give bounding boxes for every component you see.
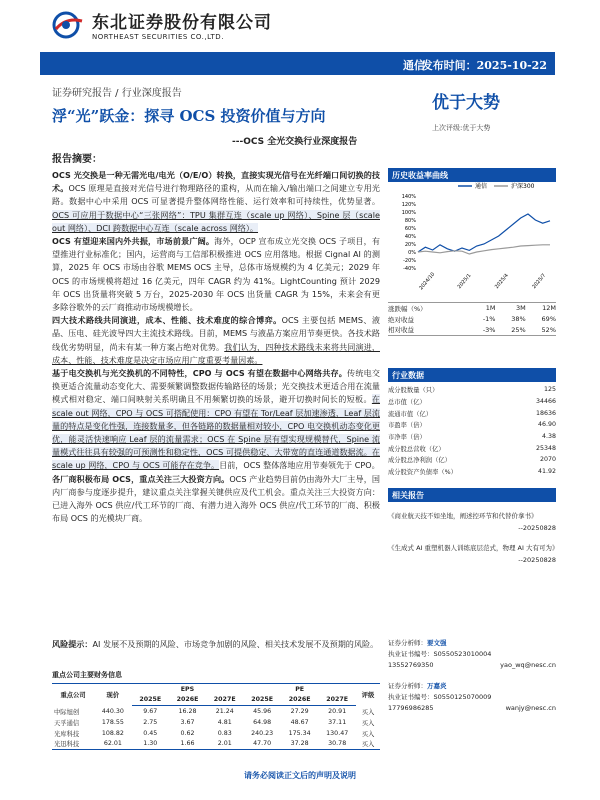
cell: 1M [469, 303, 496, 314]
year-header: 2027E [318, 695, 356, 706]
p4-bold: 基于电交换机与光交换机的不同特性，CPO 与 OCS 有望在数据中心网络共存。 [52, 368, 348, 379]
cell: 41.92 [537, 468, 556, 476]
analyst-email[interactable]: yao_wq@nesc.cn [500, 661, 556, 669]
previous-rating: 上次评级:优于大势 [432, 124, 491, 132]
table-row [52, 728, 380, 739]
cell: 130.47 [326, 729, 349, 737]
analyst-block [388, 638, 556, 671]
analyst-cert: 执业证书编号：S0550523010004 [388, 650, 492, 658]
table-row [52, 706, 380, 717]
cell-company: 光迅科技 [52, 739, 94, 750]
year-header: 2026E [169, 695, 206, 706]
report-subtitle: ---OCS 全光交换行业深度报告 [232, 137, 358, 147]
x-tick-label: 2025/7 [531, 272, 548, 291]
p2-bold: OCS 有望迎来国内外共振，市场前景广阔。 [52, 236, 215, 247]
cell-company: 中际旭创 [54, 708, 80, 716]
p5-text: OCS 产业趋势目前仍由海外大厂主导，国内厂商参与度逐步提升，建议重点关注掌握关键供应及代工机会。重点关注三大投资方向：已进入海外 OCS 供应/代工环节的厂商、有潜力进入海外 OCS 供应/代工环节的厂商、积极布局 OCS 的光模块厂商。 [52, 473, 380, 524]
cell-label: 成分股总净利润（亿） [388, 457, 451, 465]
year-header: 2027E [206, 695, 243, 706]
year-header: 2026E [281, 695, 319, 706]
cell-price: 108.82 [101, 729, 124, 737]
p1-bold: OCS 光交换是一种无需光电/电光（O/E/O）转换，直接实现光信号在光纤端口间切换的技术。 [52, 170, 380, 194]
analyst-phone: 13552769350 [388, 661, 434, 669]
table-row [388, 454, 556, 466]
cell: 25348 [535, 444, 556, 452]
analyst-phone: 17796986285 [388, 704, 434, 712]
cell: 3M [495, 303, 525, 314]
company-name-cn: 东北证券股份有限公司 [92, 13, 272, 33]
year-header: 2025E [132, 695, 169, 706]
cell: 46.90 [537, 421, 556, 429]
cell: 69% [541, 315, 556, 323]
x-tick-label: 2025/4 [493, 272, 510, 291]
col-rating: 评级 [356, 684, 380, 706]
p2-text: 海外，OCP 宣布成立光交换 OCS 子项目，有望推进行业标准化；国内，运营商与工信部积极推进 OCS 应用落地。根据 Cignal AI 的测算，2025 年 OCS 市场由谷歌 MEMS OCS 主导，总体市场规模约为 4 亿美元；2029 年 OCS 的市场规模将超过 16 亿美元，四年 CAGR 约为 41%。LightCounting 预计 2029 年 OCS 出货量将突破 5 万台，2025-2030 年 OCS 出货量 CAGR 为 15%，未来会有更多除谷歌外的云厂商推动市场规模增长。 [52, 236, 380, 313]
related-report-date: --20250828 [518, 524, 556, 532]
y-tick-label: 40% [404, 234, 416, 240]
summary-paragraph-2 [52, 235, 380, 314]
industry-data-heading: 行业数据 [388, 368, 556, 382]
summary-heading: 报告摘要： [52, 154, 102, 165]
analyst-label: 证券分析师： [388, 639, 427, 647]
rating-label: 优于大势 [432, 93, 500, 113]
x-tick-label: 2024/10 [418, 271, 437, 292]
cell: 4.81 [217, 718, 232, 726]
col-pe: PE [243, 684, 356, 695]
cell-label: 相对收益 [388, 325, 469, 336]
related-report-link[interactable]: 《生成式 AI 重塑机器人训练底层范式，物理 AI 大有可为》 [388, 544, 559, 552]
p1-text: OCS 原理是直接对光信号进行物理路径的重构，从而在输入/输出端口之间建立专用光路。数据中心中采用 OCS 可显著提升整体网络性能、运行效率和可持续性，优势显著。 [52, 183, 380, 207]
cell-label: 市盈率（倍） [388, 422, 426, 430]
y-tick-label: 20% [404, 242, 416, 248]
report-type: 证券研究报告 / 行业深度报告 [52, 88, 182, 99]
p1-underlined: OCS 可应用于数据中心“三张网络”：TPU 集群互连（scale up 网络）、Spine 层（scale out 网络）、DCI 跨数据中心互连（scale across 网络）。 [52, 209, 380, 233]
related-report-link[interactable]: 《商业航天技不如坐地，阐述控环节和代替价拿书》 [388, 512, 538, 520]
y-tick-label: 60% [404, 226, 416, 232]
y-tick-label: 120% [401, 202, 416, 208]
p3-text: OCS 主要包括 MEMS、液晶、压电、硅光波导四大主流技术路线。目前，MEMS 与液晶方案应用节奏更快。各技术路线优劣势明显，尚未有某一种方案占绝对优势。 [52, 315, 380, 352]
cell-price: 62.01 [94, 739, 132, 750]
publish-date: 发布时间：2025-10-22 [421, 59, 547, 72]
legend-label-a: 通信 [475, 183, 488, 190]
analyst-name: 万嘉炎 [427, 682, 447, 690]
cell: 52% [526, 325, 556, 336]
cell: 38% [511, 315, 526, 323]
return-table [388, 302, 556, 336]
cell: 25% [495, 325, 525, 336]
cell-company: 天孚通信 [54, 719, 80, 727]
table-row [388, 419, 556, 431]
cell: 0.83 [217, 729, 232, 737]
cell: 64.98 [253, 718, 272, 726]
cell: 47.70 [243, 739, 281, 750]
cell: 48.67 [290, 718, 309, 726]
cell: 16.28 [178, 707, 197, 715]
analyst-section [388, 638, 556, 714]
cell: 30.78 [318, 739, 356, 750]
cell-rating: 买入 [361, 730, 375, 738]
cell: 37.28 [281, 739, 319, 750]
cell-label: 成分股数量（只） [388, 387, 439, 395]
industry-data-table [388, 384, 556, 478]
table-row [388, 325, 556, 336]
cell: 34466 [535, 398, 556, 406]
cell-label: 绝对收益 [388, 315, 414, 324]
p4-underlined: 在 scale out 网络，CPO 与 OCS 可搭配使用：CPO 有望在 Tor/Leaf 层加速渗透，Leaf 层流量的特点是变化性强，连接数量多，但各链路的数据量相对较小，CPO 电交换机动态变化更优，能灵活快速响应 Leaf 层的流量需求；OCS 在 Spine 层有望实现规模替代，Spine 流量模式往往具有较强的可预测性和稳定性，OCS 可提供稳定、大带宽的直连通道数据流。在 scale up 网络，CPO 与 OCS 可能存在竞争。 [52, 394, 380, 471]
cell-label: 成分股总营收（亿） [388, 445, 445, 453]
p3-bold: 四大技术路线共同演进，成本、性能、技术难度的综合博弈。 [52, 315, 282, 326]
report-title: 浮“光”跃金：探寻 OCS 投资价值与方向 [52, 107, 326, 125]
col-price: 现价 [94, 684, 132, 706]
p4-tail: 目前，OCS 整体落地应用节奏领先于 CPO。 [219, 460, 380, 471]
fin-table-title: 重点公司主要财务信息 [52, 671, 122, 679]
year-header: 2025E [243, 695, 281, 706]
company-logo [52, 8, 272, 41]
logo-mark-icon [52, 11, 86, 39]
analyst-cert: 执业证书编号：S0550125070009 [388, 693, 492, 701]
risk-text: AI 发展不及预期的风险、市场竞争加剧的风险、相关技术发展不及预期的风险。 [92, 639, 379, 649]
table-row [388, 384, 556, 396]
return-chart-svg [388, 178, 556, 296]
table-row [388, 407, 556, 419]
related-reports-section [388, 488, 556, 502]
header-banner [40, 52, 555, 75]
financial-table [52, 683, 380, 750]
footer-disclaimer: 请务必阅读正文后的声明及说明 [244, 771, 356, 780]
cell-price: 178.55 [101, 718, 124, 726]
cell: 18636 [535, 409, 556, 417]
table-row [388, 303, 556, 314]
cell: 20.91 [328, 707, 347, 715]
cell: 4.38 [541, 433, 556, 441]
related-reports-list [388, 508, 559, 574]
cell-rating: 买入 [361, 719, 375, 727]
table-row [52, 717, 380, 728]
series-line [418, 214, 550, 252]
y-tick-label: 140% [401, 194, 416, 200]
p5-bold: 各厂商积极布局 OCS，重点关注三大投资方向。 [52, 473, 230, 484]
summary-paragraph-5 [52, 473, 380, 526]
y-tick-label: -40% [403, 266, 416, 272]
cell: 0.62 [180, 729, 195, 737]
legend-label-b: 沪深300 [511, 183, 535, 190]
table-row [388, 314, 556, 325]
col-eps: EPS [132, 684, 244, 695]
summary-paragraph-3 [52, 314, 380, 367]
chart-heading: 历史收益率曲线 [388, 168, 556, 182]
cell: 9.67 [143, 707, 158, 715]
related-report-date: --20250828 [518, 556, 556, 564]
table-row [388, 396, 556, 408]
cell: -1% [482, 315, 496, 323]
industry-data-section [388, 368, 556, 382]
analyst-block [388, 681, 556, 714]
cell-company: 光库科技 [54, 730, 80, 738]
cell: 27.29 [290, 707, 309, 715]
cell-label: 流通市值（亿） [388, 410, 433, 418]
cell: 175.34 [288, 729, 311, 737]
y-tick-label: 80% [404, 218, 416, 224]
analyst-email[interactable]: wanjy@nesc.cn [505, 704, 556, 712]
summary-section [52, 150, 380, 525]
cell: 3.67 [180, 718, 195, 726]
table-row [388, 442, 556, 454]
analyst-name: 要文强 [427, 639, 447, 647]
analyst-label: 证券分析师： [388, 682, 427, 690]
table-row [388, 431, 556, 443]
cell: 21.24 [215, 707, 234, 715]
cell: 1.66 [169, 739, 206, 750]
cell: 12M [526, 303, 556, 314]
cell-label: 市净率（倍） [388, 434, 426, 442]
col-company: 重点公司 [52, 684, 94, 706]
risk-warning [52, 638, 380, 651]
cell: -3% [469, 325, 496, 336]
cell-label: 涨跌幅（%） [388, 303, 469, 314]
company-name-en: NORTHEAST SECURITIES CO.,LTD. [92, 33, 224, 41]
y-tick-label: 100% [401, 210, 416, 216]
cell-rating: 买入 [356, 739, 380, 750]
cell: 45.96 [253, 707, 272, 715]
summary-paragraph-1 [52, 169, 380, 235]
cell: 2.01 [206, 739, 243, 750]
cell: 125 [543, 386, 556, 394]
cell-label: 成分股资产负债率（%） [388, 469, 457, 477]
cell-rating: 买入 [361, 708, 375, 716]
cell-price: 440.30 [101, 707, 124, 715]
table-row [52, 739, 380, 750]
return-chart [388, 178, 556, 296]
cell: 240.23 [251, 729, 274, 737]
cell: 1.30 [132, 739, 169, 750]
summary-paragraph-4 [52, 367, 380, 473]
sector-label: 通信 [403, 59, 425, 72]
p3-underlined: 我们认为，四种技术路线未来将共同演进，成本、性能、技术难度是决定市场应用广度重要考量因素。 [52, 341, 380, 365]
cell: 0.45 [143, 729, 158, 737]
cell: 2070 [539, 456, 556, 464]
related-reports-heading: 相关报告 [388, 488, 556, 502]
cell-label: 总市值（亿） [388, 399, 426, 407]
x-tick-label: 2025/1 [456, 272, 473, 291]
p4-text: 传统电交换更适合流量动态变化大、需要频繁调整数据传输路径的场景；光交换技术更适合用在流量模式相对稳定、端口间映射关系明确且不用频繁切换的场景，避开切换时间长的短板。 [52, 368, 380, 405]
risk-label: 风险提示： [52, 639, 93, 649]
y-tick-label: 0% [408, 250, 416, 256]
cell: 37.11 [328, 718, 347, 726]
cell: 2.75 [143, 718, 158, 726]
table-row [388, 466, 556, 478]
y-tick-label: -20% [403, 258, 416, 264]
